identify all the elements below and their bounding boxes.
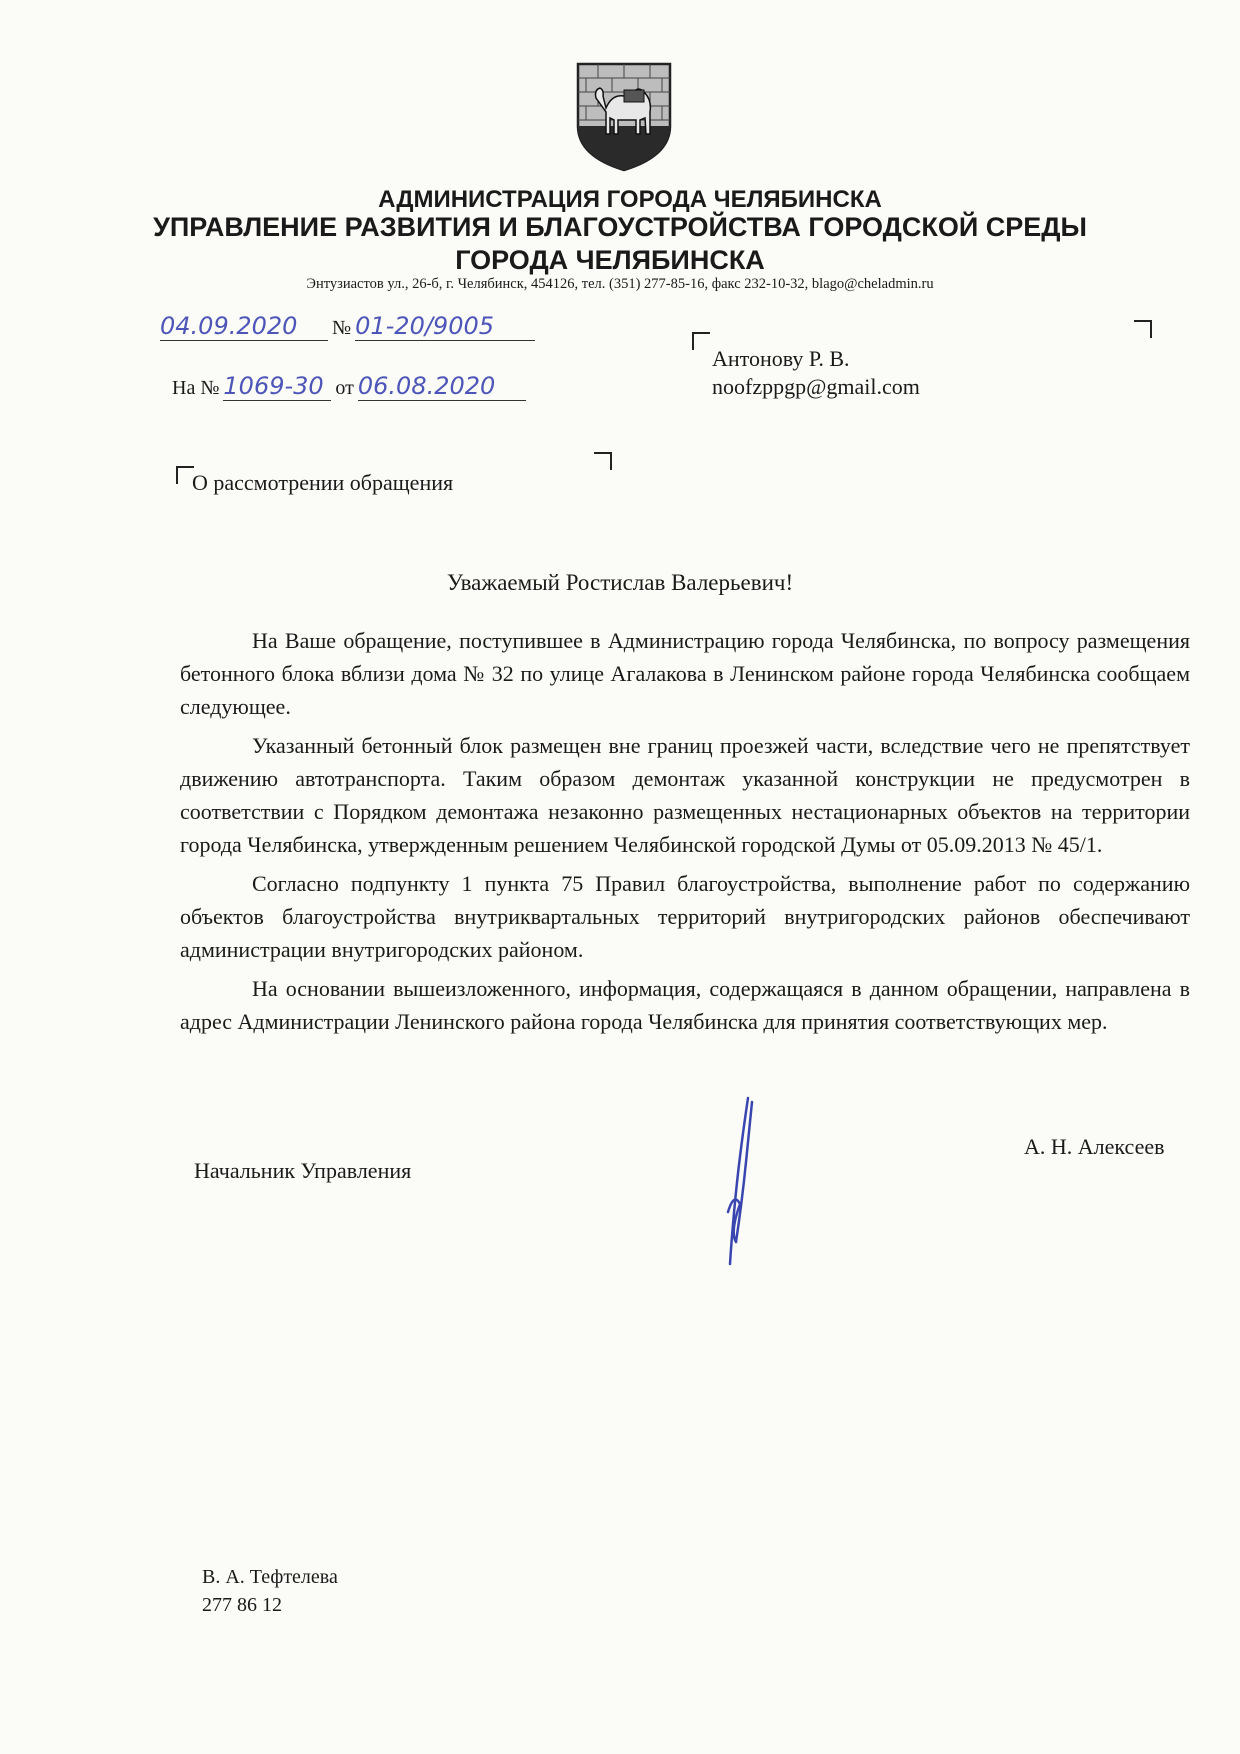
subject-corner-right — [594, 452, 612, 470]
body-paragraph: На Ваше обращение, поступившее в Администрацию города Челябинска, по вопросу размещения бетонного блока вблизи дома № 32 по улице Агалакова в Ленинском районе города Челябинска сообщаем следующее. — [180, 628, 1190, 719]
recipient-corner-right — [1134, 320, 1152, 338]
outgoing-date: 04.09.2020 — [160, 312, 328, 341]
incoming-date: 06.08.2020 — [358, 372, 526, 401]
body-paragraph: Указанный бетонный блок размещен вне границ проезжей части, вследствие чего не препятствует движению автотранспорта. Таким образом демонтаж указанной конструкции не предусмотрен в соответствии с Порядком демонтажа незаконно размещенных нестационарных объектов на территории города Челябинска, утвержденным решением Челябинской городской Думы от 05.09.2013 № 45/1. — [180, 733, 1190, 857]
signer-position: Начальник Управления — [194, 1158, 412, 1183]
signer-name: А. Н. Алексеев — [1024, 1134, 1165, 1159]
salutation: Уважаемый Ростислав Валерьевич! — [446, 570, 794, 595]
outgoing-registration — [160, 312, 535, 341]
org-name-line3: ГОРОДА ЧЕЛЯБИНСКА — [455, 245, 765, 275]
letter-body — [180, 624, 1190, 1044]
chelyabinsk-camel-coat-of-arms-icon — [572, 60, 676, 172]
handwritten-signature — [700, 1092, 780, 1272]
from-label: от — [335, 377, 354, 399]
recipient-email: noofzppgp@gmail.com — [712, 374, 920, 399]
recipient-name: Антонову Р. В. — [712, 346, 850, 371]
outgoing-number: 01-20/9005 — [355, 312, 535, 341]
subject-line: О рассмотрении обращения — [192, 470, 454, 495]
incoming-number: 1069-30 — [223, 372, 331, 401]
incoming-registration — [172, 372, 526, 401]
executor-phone: 277 86 12 — [202, 1594, 282, 1616]
body-paragraph: Согласно подпункту 1 пункта 75 Правил благоустройства, выполнение работ по содержанию объектов благоустройства внутриквартальных территорий внутригородских районов обеспечивают администрации внутригородских районом. — [180, 871, 1190, 962]
org-name-line2: УПРАВЛЕНИЕ РАЗВИТИЯ И БЛАГОУСТРОЙСТВА ГОРОДСКОЙ СРЕДЫ — [153, 212, 1087, 242]
body-paragraph: На основании вышеизложенного, информация, содержащаяся в данном обращении, направлена в адрес Администрации Ленинского района города Челябинска для принятия соответствующих мер. — [180, 976, 1190, 1034]
number-label: № — [332, 317, 352, 339]
org-address: Энтузиастов ул., 26-б, г. Челябинск, 454126, тел. (351) 277-85-16, факс 232-10-32, blago@cheladmin.ru — [306, 276, 934, 292]
executor-name: В. А. Тефтелева — [202, 1566, 338, 1588]
in-reply-label: На № — [172, 377, 220, 399]
org-name-line1: АДМИНИСТРАЦИЯ ГОРОДА ЧЕЛЯБИНСКА — [378, 186, 882, 213]
recipient-corner-left — [692, 332, 710, 350]
